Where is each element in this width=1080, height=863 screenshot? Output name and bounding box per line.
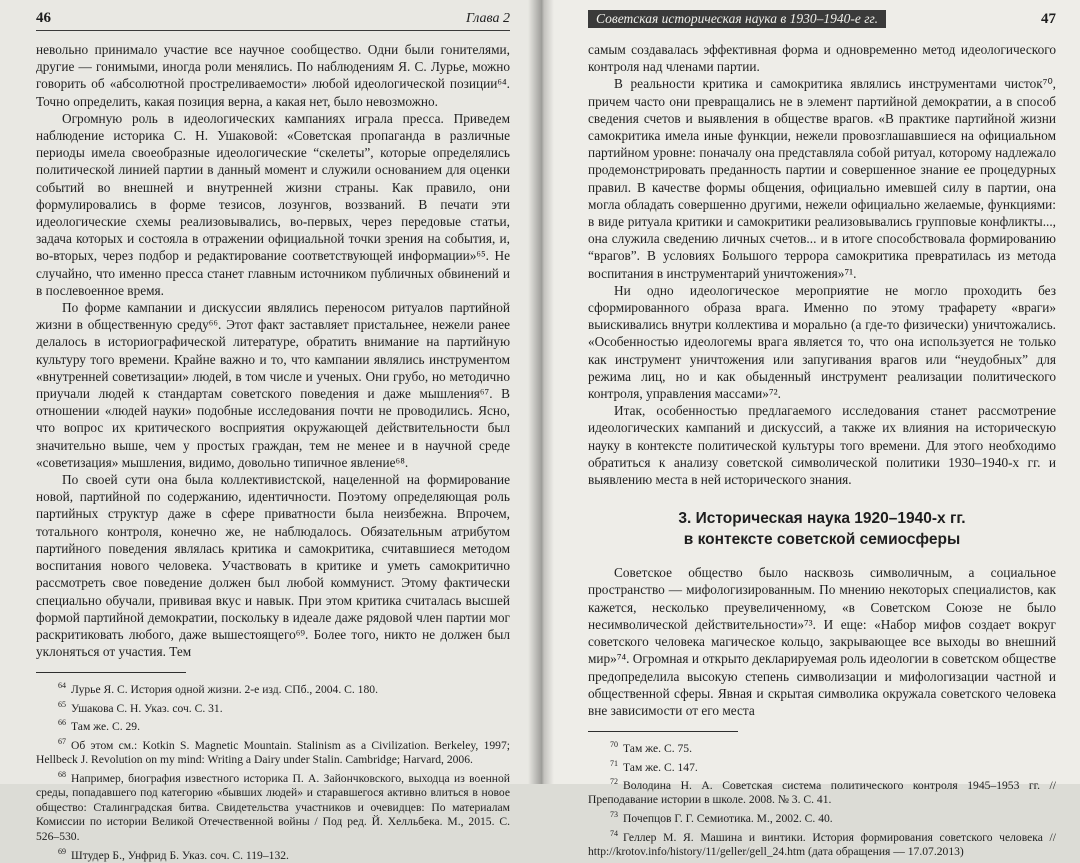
footnote-text: Штудер Б., Унфрид Б. Указ. соч. С. 119–132. (71, 848, 289, 862)
section-heading-line: 3. Историческая наука 1920–1940-х гг. (678, 510, 966, 528)
right-paragraph: Ни одно идеологическое мероприятие не могло проходить без сформированного образа врага. Именно по этому трафарету «враги» выискивались внутри коллектива и морально (а где-то физически) уничтожались. «Особенностью идеологемы врага является то, что она используется не только как инструмент уничтожения или запугивания врагов или “неудобных” для режима лиц, но и как обыденный инструмент реализации политического контроля, управления массами»⁷². (588, 282, 1056, 402)
book-gutter-shadow (528, 0, 554, 784)
footnote (36, 845, 510, 863)
footnote (588, 827, 1056, 860)
section-heading-line: в контексте советской семиосферы (683, 531, 961, 549)
footnote-text: Ушакова С. Н. Указ. соч. С. 31. (71, 701, 223, 715)
footnote-number: 68 (58, 769, 66, 779)
right-paragraph: Итак, особенностью предлагаемого исследования станет рассмотрение идеологических кампаний и дискуссий, а также их влияния на историческую науку в контексте политической культуры того времени. Для этого необходимо обратиться к анализу советской символической политики 1930–1940-х гг. и выявлению места в ней исторического знания. (588, 403, 1056, 488)
left-running-header (36, 10, 510, 31)
footnote-number: 66 (58, 718, 66, 728)
footnote-text: Геллер М. Я. Машина и винтики. История формирования советского человека // http://krotov.info/history/11/geller/gell_24.htm (дата обращения — 17.07.2013) (588, 830, 1056, 858)
footnote-divider (36, 672, 186, 673)
footnote (36, 679, 510, 697)
left-paragraph: По своей сути она была коллективистской, нацеленной на формирование новой, партийной по содержанию, идентичности. Поэтому определяющая роль партийных структур даже в сфере приватности была неизбежна. Впрочем, тотального контроля, конечно же, не наблюдалось. Обязательным атрибутом партийного поведения являлась критика и самокритика, считавшиеся методом воспитания нового человека. Участвовать в критике и уметь самокритично рассмотреть свое поведение должен был любой коммунист. Этому фактически специально обучали, прививая вкус и навык. При этом критика считалась высшей формой партийной демократии, поскольку в идеале даже рядовой член партии мог раскритиковать любого, даже вышестоящего⁶⁹. Более того, никто не должен был уклоняться от участия. Тем (36, 472, 510, 660)
right-paragraph: В реальности критика и самокритика являлись инструментами чисток⁷⁰, причем часто они превращались не в элемент партийной демократии, а в способ сведения счетов и выявления в обществе врагов. «В практике партийной жизни самокритика имела иные функции, нежели провозглашавшиеся на официальном партийном уровне: поначалу она представляла собой ритуал, которому надлежало продемонстрировать преданность партии и совершенное знание ее процедурных правил. В качестве формы общения, официально имевшей силу в партии, она могла обладать совершенно другими, нежели официально желаемые, функциями: в виде ритуала критики и самокритики реализовывались групповые конфликты..., она служила сведению личных счетов... и в итоге способствовала формированию “врагов”. В условиях Большого террора самокритика превратилась из метода воспитания в инструментарий уничтожения»⁷¹. (588, 76, 1056, 281)
footnote-number: 71 (610, 758, 618, 768)
right-paragraph: самым создавалась эффективная форма и одновременно метод идеологического контроля над членами партии. (588, 42, 1056, 75)
right-paragraph: Советское общество было насквозь символичным, а социальное пространство — мифологизированным. По мнению некоторых специалистов, как кажется, несколько преувеличенному, «в Советском Союзе не было несимволической действительности»⁷³. И еще: «Набор мифов создает вокруг советского человека магическое кольцо, закрывающее все выходы во внешний мир»⁷⁴. Огромная и открыто декларируемая роль идеологии в советском обществе предопределила высокую степень символизации и мифологизации частной и общественной сферы. Явная и скрытая символика окружала советского человека вне зависимости от его места (588, 565, 1056, 718)
footnote (36, 735, 510, 768)
footnote (36, 698, 510, 716)
right-running-header (588, 10, 1056, 31)
right-page (540, 0, 1080, 858)
footnote-text: Об этом см.: Kotkin S. Magnetic Mountain. Stalinism as a Civilization. Berkeley, 1997; Hellbeck J. Revolution on my mind: Writing a Dairy under Stalin. Cambridge; Harvard, 2006. (36, 738, 510, 767)
footnote-text: Лурье Я. С. История одной жизни. 2-е изд. СПб., 2004. С. 180. (71, 683, 378, 697)
footnote (36, 716, 510, 734)
footnote-number: 67 (58, 736, 66, 746)
footnote (36, 768, 510, 845)
footnote-number: 70 (610, 740, 618, 750)
left-paragraph: По форме кампании и дискуссии являлись переносом ритуалов партийной жизни в общественную среду⁶⁶. Этот факт заставляет пристальнее, нежели ранее делалось в историографической литературе, обратить внимание на партийную культуру того времени. Крайне важно и то, что кампании являлись инструментом «внутренней советизации» людей, в том числе и ученых. Они грубо, но методично приучали людей к стандартам советского поведения и даже мышления⁶⁷. В отношении «людей науки» подобные исследования почти не проводились. Ясно, что вопрос их критического восприятия окружающей действительности был значительно выше, чем у простых граждан, тем не менее и в научной среде «советизация» мышления, видимо, довольно типичное явление⁶⁸. (36, 300, 510, 470)
right-page-number: 47 (1041, 11, 1056, 27)
section-heading (588, 508, 1056, 550)
footnote-divider (588, 731, 738, 732)
left-paragraph: невольно принимало участие все научное сообщество. Одни были гонителями, другие — гонимыми, иногда роли менялись. По наблюдениям Я. С. Лурье, можно говорить об «абсолютной простреливаемости» любой идеологической позиции⁶⁴. Точно определить, какая позиция верна, а какая нет, было невозможно. (36, 42, 510, 109)
footnote-text: Например, биография известного историка П. А. Зайончковского, выходца из военной среды, попадавшего под категорию «бывших людей» и старавшегося активно влиться в новое общество: Сталинградская битва. Свидетельства участников и очевидцев: По материалам Комиссии по истории Великой Отечественной войны / Под ред. Й. Хелльбека. М., 2015. С. 526–530. (36, 771, 510, 843)
footnote-text: Володина Н. А. Советская система политического контроля 1945–1953 гг. // Преподавание истории в школе. 2008. № 3. С. 41. (588, 778, 1056, 807)
footnote-text: Там же. С. 147. (623, 760, 698, 774)
footnote-number: 69 (58, 846, 66, 856)
footnote-number: 72 (610, 777, 618, 787)
left-page (0, 0, 540, 862)
left-paragraph: Огромную роль в идеологических кампаниях играла пресса. Приведем наблюдение историка С. Н. Ушаковой: «Советская пропаганда в различные периоды имела своеобразные идеологические “скелеты”, которые определялись политической линией партии в данный момент и служили основанием для оценки событий во внешней и внутренней жизни страны. Как правило, они формулировались в форме тезисов, лозунгов, воззваний. В печати эти идеологические схемы реализовывались, во-первых, через передовые статьи, задача которых и состояла в отражении официальной точки зрения на события, и, во-вторых, через подбор и редактирование соответствующей информации»⁶⁵. Не случайно, что именно пресса станет главным источником публичных обвинений и в послевоенное время. (36, 110, 510, 298)
footnote-text: Там же. С. 75. (623, 741, 692, 755)
footnote-number: 74 (610, 828, 618, 838)
footnote-number: 64 (58, 681, 66, 691)
footnote (588, 757, 1056, 775)
footnote (588, 738, 1056, 756)
footnote (588, 775, 1056, 808)
footnote-text: Почепцов Г. Г. Семиотика. М., 2002. С. 40. (623, 811, 833, 825)
right-running-head: Советская историческая наука в 1930–1940-е гг. (588, 10, 886, 28)
footnote (588, 808, 1056, 826)
footnote-number: 65 (58, 699, 66, 709)
left-running-head: Глава 2 (466, 11, 510, 26)
footnote-number: 73 (610, 810, 618, 820)
footnote-text: Там же. С. 29. (71, 720, 140, 734)
left-page-number: 46 (36, 10, 51, 26)
